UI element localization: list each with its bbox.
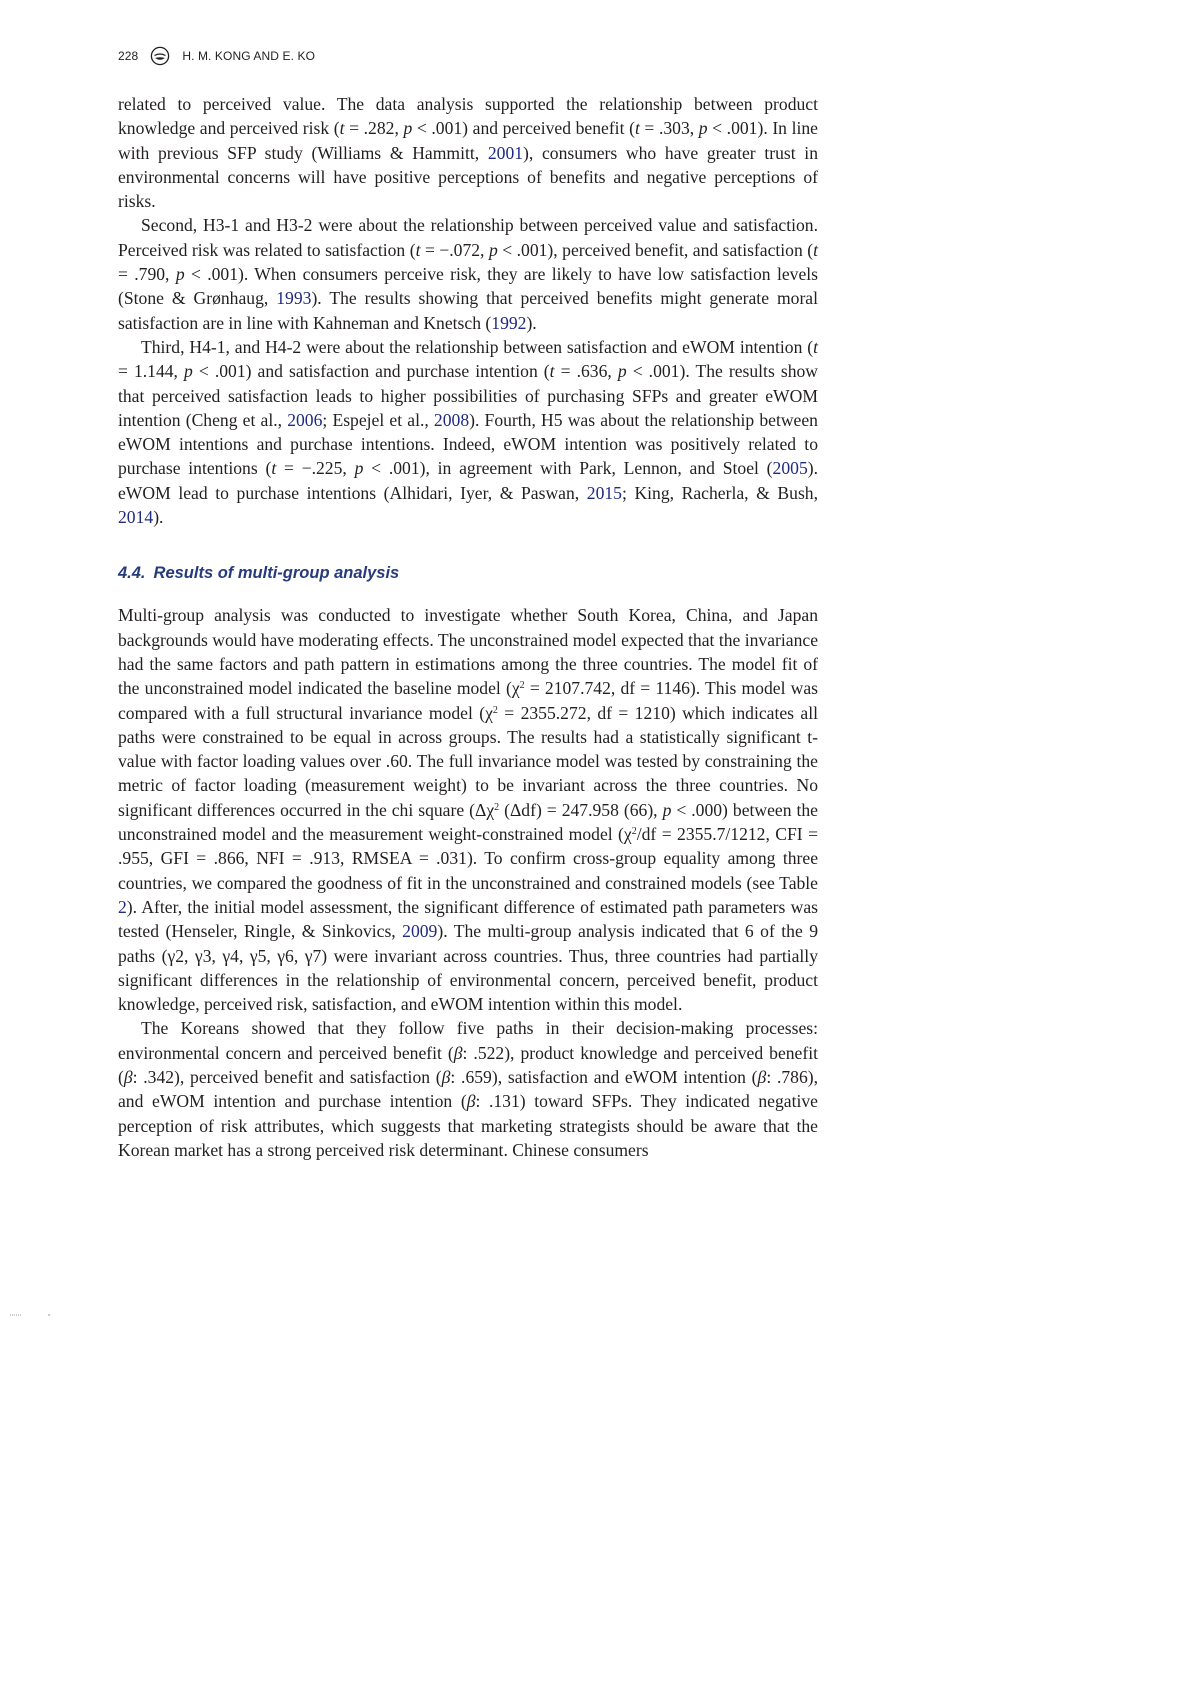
section-heading [118, 562, 818, 584]
section-number: 4.4. [118, 564, 146, 583]
journal-logo-icon [150, 46, 170, 66]
paragraph-multigroup: Multi-group analysis was conducted to investigate whether South Korea, China, and Japan backgrounds would have moderating effects. The unconstrained model expected that the invariance had the same factors and path pattern in estimations among the three countries. The model fit of the unconstrained model indicated the baseline model ($\chi^2 = 2107.742$, df = 1146). This model was compared with a full structural invariance model ($\chi^2 = 2355.272$, df = 1210) which indicates all paths were constrained to be equal in across groups. The results had a statistically significant t-value with factor loading values over .60. The full invariance model was tested by constraining the metric of factor loading (measurement weight) to be invariant across the three countries. No significant differences occurred in the chi square ($\Delta\chi^2$ (Δdf) = 247.958 (66), p < .000) between the unconstrained model and the measurement weight-constrained model ($\chi^2/df = 2355.7/1212$, CFI = .955, GFI = .866, NFI = .913, RMSEA = .031). To confirm cross-group equality among three countries, we compared the goodness of fit in the unconstrained and constrained models (see Table 2). After, the initial model assessment, the significant difference of estimated path parameters was tested (Henseler, Ringle, & Sinkovics, 2009). The multi-group analysis indicated that 6 of the 9 paths (γ2, γ3, γ4, γ5, γ6, γ7) were invariant across countries. Thus, three countries had partially significant differences in the relationship of environmental concern, perceived benefit, product knowledge, perceived risk, satisfaction, and eWOM intention within this model. [118, 605, 819, 1015]
paragraph-koreans: The Koreans showed that they follow five paths in their decision-making processes: environmental concern and perceived benefit (β: .522), product knowledge and perceived benefit (β: .342), perceived benefit and satisfaction (β: .659), satisfaction and eWOM intention (β: .786), and eWOM intention and purchase intention (β: .131) toward SFPs. They indicated negative perception of risk attributes, which suggests that marketing strategists should be aware that the Korean market has a strong perceived risk determinant. Chinese consumers [118, 1018, 818, 1160]
table-reference-link[interactable]: 2 [118, 896, 127, 917]
citation-link[interactable]: 1992 [491, 312, 527, 333]
paragraph-perceived-value: related to perceived value. The data analysis supported the relationship between product knowledge and perceived risk (t = .282, p < .001) and perceived benefit (t = .303, p < .001). In line with previous SFP study (Williams & Hammitt, 2001), consumers who have greater trust in environmental concerns will have positive perceptions of benefits and negative perceptions of risks. [118, 94, 818, 212]
citation-link[interactable]: 2009 [402, 921, 438, 942]
citation-link[interactable]: 2001 [487, 142, 524, 163]
citation-link[interactable]: 2008 [433, 409, 470, 430]
page-number: 228 [118, 49, 139, 63]
paragraph-h3: Second, H3-1 and H3-2 were about the relationship between perceived value and satisfaction. Perceived risk was related to satisfaction (t = −.072, p < .001), perceived benefit, and satisfaction (t = .790, p < .001). When consumers perceive risk, they are likely to have low satisfaction levels (Stone & Grønhaug, 1993). The results showing that perceived benefits might generate moral satisfaction are in line with Kahneman and Knetsch (1992). [118, 215, 819, 333]
paragraph-h4-h5: Third, H4-1, and H4-2 were about the relationship between satisfaction and eWOM intention (t = 1.144, p < .001) and satisfaction and purchase intention (t = .636, p < .001). The results show that perceived satisfaction leads to higher possibilities of purchasing SFPs and greater eWOM intention (Cheng et al., 2006; Espejel et al., 2008). Fourth, H5 was about the relationship between eWOM intentions and purchase intentions. Indeed, eWOM intention was positively related to purchase intentions (t = −.225, p < .001), in agreement with Park, Lennon, and Stoel (2005). eWOM lead to purchase intentions (Alhidari, Iyer, & Paswan, 2015; King, Racherla, & Bush, 2014). [118, 336, 818, 528]
citation-link[interactable]: 2006 [287, 409, 323, 430]
citation-link[interactable]: 2014 [118, 507, 154, 528]
running-header-authors: H. M. KONG AND E. KO [182, 49, 316, 63]
citation-link[interactable]: 2015 [586, 482, 622, 503]
article-body [118, 92, 818, 1162]
section-title: Results of multi-group analysis [153, 564, 400, 583]
citation-link[interactable]: 1993 [276, 288, 312, 309]
citation-link[interactable]: 2005 [772, 458, 808, 479]
margin-mark [10, 1313, 52, 1317]
running-header [118, 46, 315, 66]
